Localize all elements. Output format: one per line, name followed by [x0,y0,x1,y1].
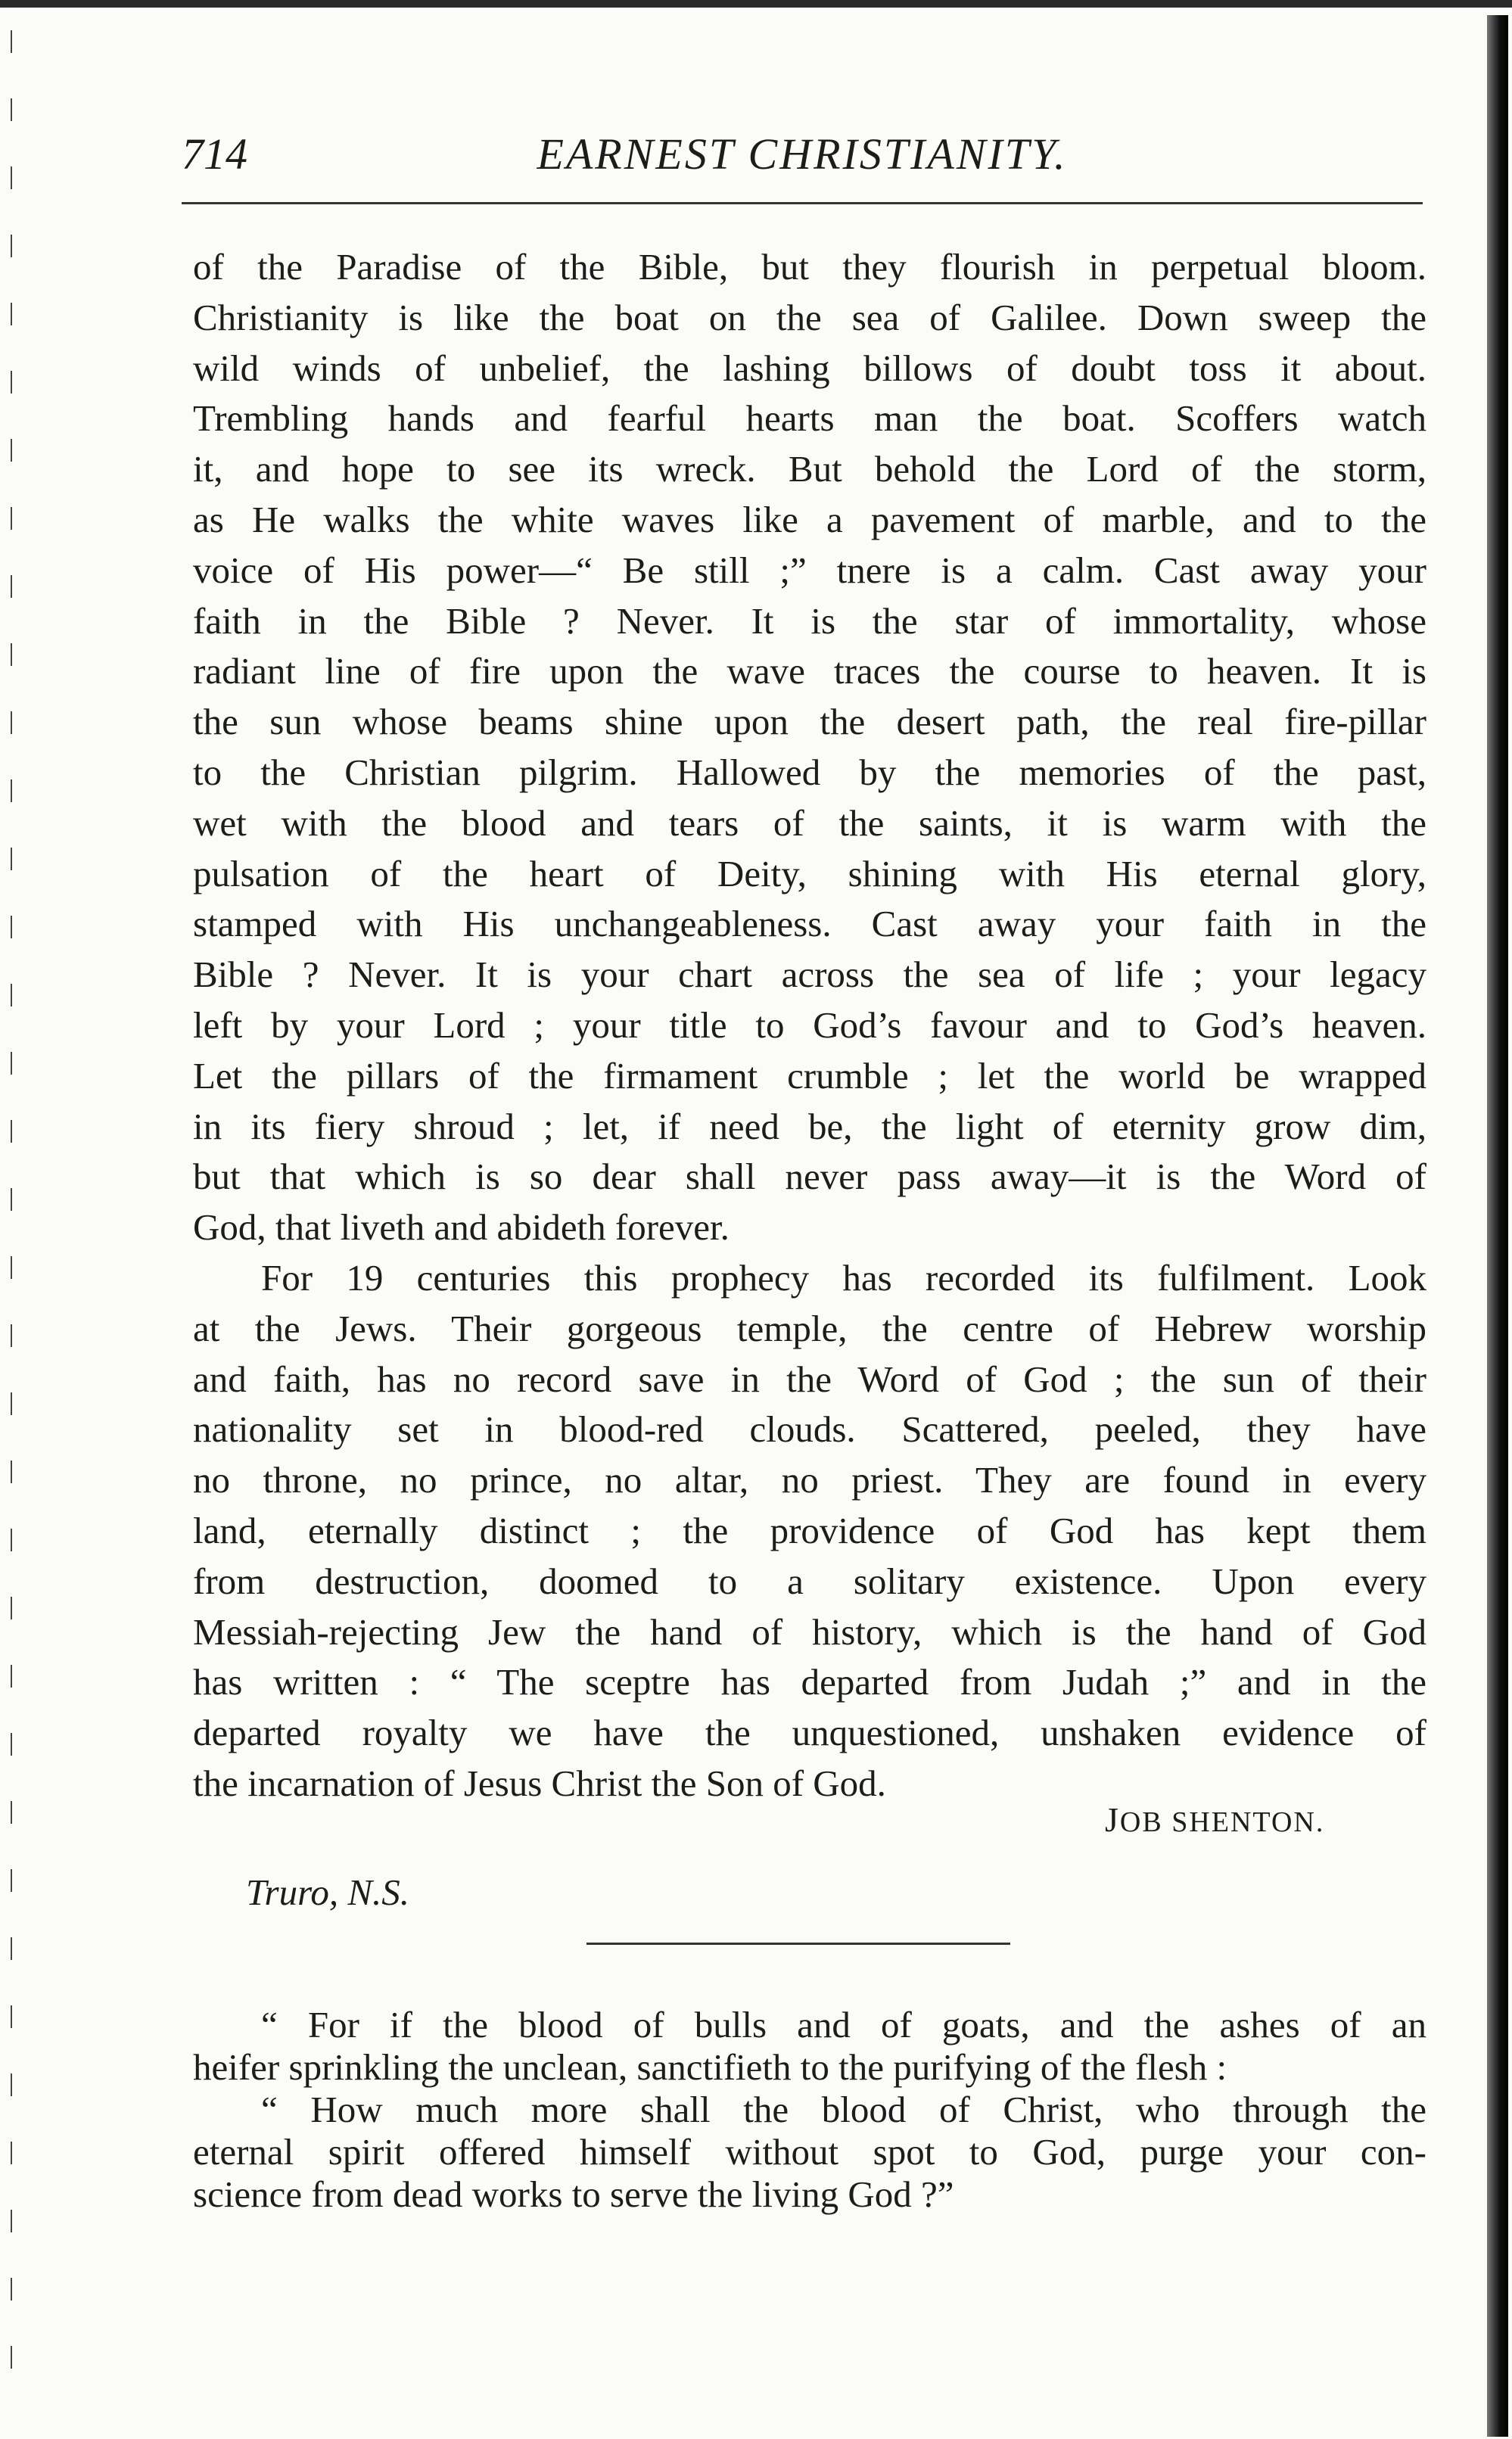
text-line: Messiah-rejecting Jew the hand of history, which is the hand of God [193,1610,1426,1653]
place-line: Truro, N.S. [246,1871,410,1913]
header-rule [182,202,1423,204]
signature-initial: J [1105,1800,1120,1839]
scan-right-edge [1487,15,1508,2437]
paragraph-2 [193,1253,1426,1809]
text-line: as He walks the white waves like a pavement of marble, and to the [193,498,1426,540]
text-line: and faith, has no record save in the Word of God ; the sun of their [193,1358,1426,1400]
text-line: the sun whose beams shine upon the desert path, the real fire-pillar [193,701,1426,743]
text-line: Let the pillars of the firmament crumble ; let the world be wrapped [193,1054,1426,1097]
text-line: departed royalty we have the unquestioned, unshaken evidence of [193,1712,1426,1754]
body-text [193,242,1426,1809]
text-line: wet with the blood and tears of the saints, it is warm with the [193,801,1426,844]
section-divider [586,1943,1010,1945]
scripture-quote [193,2004,1426,2216]
text-line: faith in the Bible ? Never. It is the star of immortality, whose [193,599,1426,642]
text-line: radiant line of fire upon the wave traces the course to heaven. It is [193,650,1426,692]
text-line: but that which is so dear shall never pass away—it is the Word of [193,1156,1426,1198]
text-line: left by your Lord ; your title to God’s favour and to God’s heaven. [193,1003,1426,1046]
paragraph-1 [193,242,1426,1253]
text-line: For 19 centuries this prophecy has recorded its fulfilment. Look [261,1256,1426,1299]
page-number: 714 [182,129,247,179]
text-line: pulsation of the heart of Deity, shining with His eternal glory, [193,852,1426,894]
text-line: has written : “ The sceptre has departed from Judah ;” and in the [193,1661,1426,1703]
text-line: stamped with His unchangeableness. Cast away your faith in the [193,903,1426,945]
signature-rest: OB SHENTON. [1119,1806,1325,1838]
quote-line: eternal spirit offered himself without spot to God, purge your con- [193,2131,1426,2173]
text-line: land, eternally distinct ; the providence of God has kept them [193,1509,1426,1551]
author-signature [1105,1800,1324,1840]
text-line: nationality set in blood-red clouds. Scattered, peeled, they have [193,1408,1426,1451]
quote-line: heifer sprinkling the unclean, sanctifieth to the purifying of the flesh : [193,2046,1227,2088]
quote-line: “ How much more shall the blood of Christ, who through the [261,2089,1426,2130]
text-line: at the Jews. Their gorgeous temple, the centre of Hebrew worship [193,1307,1426,1349]
text-line: wild winds of unbelief, the lashing billows of doubt toss it about. [193,347,1426,389]
quote-line: “ For if the blood of bulls and of goats, and the ashes of an [261,2004,1426,2045]
text-line: Bible ? Never. It is your chart across the sea of life ; your legacy [193,954,1426,996]
text-line: it, and hope to see its wreck. But behold the Lord of the storm, [193,448,1426,490]
text-line: from destruction, doomed to a solitary existence. Upon every [193,1560,1426,1602]
page-header [182,129,1423,189]
text-line: in its fiery shroud ; let, if need be, the light of eternity grow dim, [193,1105,1426,1147]
text-line: Christianity is like the boat on the sea of Galilee. Down sweep the [193,296,1426,338]
running-head: EARNEST CHRISTIANITY. [537,129,1068,179]
text-line: no throne, no prince, no altar, no priest. They are found in every [193,1459,1426,1501]
scan-top-edge [0,0,1512,8]
text-line: to the Christian pilgrim. Hallowed by the memories of the past, [193,751,1426,793]
text-line: of the Paradise of the Bible, but they flourish in perpetual bloom. [193,246,1426,288]
quote-line: science from dead works to serve the living God ?” [193,2173,954,2215]
text-line: the incarnation of Jesus Christ the Son of God. [193,1762,886,1804]
scan-left-edge [11,30,12,2414]
text-line: voice of His power—“ Be still ;” tnere is a calm. Cast away your [193,549,1426,591]
text-line: Trembling hands and fearful hearts man the boat. Scoffers watch [193,397,1426,440]
text-line: God, that liveth and abideth forever. [193,1206,730,1249]
